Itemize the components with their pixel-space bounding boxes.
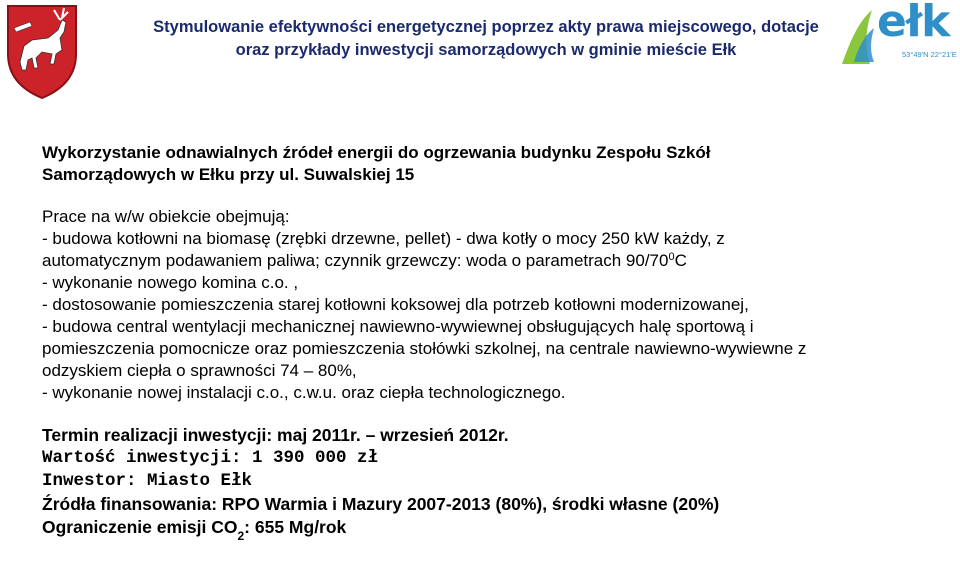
project-heading-line-2: Samorządowych w Ełku przy ul. Suwalskiej 15 [42,165,415,184]
works-item-installation: - wykonanie nowej instalacji c.o., c.w.u. oraz ciepła technologicznego. [42,383,566,402]
emission-label: Ograniczenie emisji CO [42,517,238,537]
works-item-ventilation: - budowa central wentylacji mechanicznej nawiewno-wywiewnej obsługujących halę sportową i [42,317,754,336]
works-item-boiler-cont [42,250,942,272]
project-heading [42,142,942,186]
presentation-header-title [96,16,876,62]
elk-logo-coordinates: 53°49'N 22°21'E [902,50,957,59]
works-item-adaptation: - dostosowanie pomieszczenia starej kotłowni koksowej dla potrzeb kotłowni modernizowanej, [42,295,749,314]
coat-of-arms-logo [2,2,82,100]
emission-value: : 655 Mg/rok [244,517,347,537]
works-item-ventilation-cont-1: pomieszczenia pomocnicze oraz pomieszczenia stołówki szkolnej, na centrale nawiewno-wywiewne z [42,339,807,358]
celsius-unit: C [674,251,687,270]
header-title-line-2: oraz przykłady inwestycji samorządowych w gminie mieście Ełk [235,41,737,59]
project-facts [42,424,942,543]
elk-logo-wordmark: ełk [877,0,950,47]
fact-schedule: Termin realizacji inwestycji: maj 2011r. – wrzesień 2012r. [42,425,509,445]
header-title-line-1: Stymulowanie efektywności energetycznej poprzez akty prawa miejscowego, dotacje [153,18,819,36]
co2-subscript: 2 [237,529,245,543]
works-description [42,206,942,404]
works-intro: Prace na w/w obiekcie obejmują: [42,207,290,226]
degree-superscript: 0 [668,251,675,263]
fact-emission-reduction [42,516,942,543]
works-item-chimney: - wykonanie nowego komina c.o. , [42,273,299,292]
fact-funding: Źródła finansowania: RPO Warmia i Mazury 2007-2013 (80%), środki własne (20%) [42,494,720,514]
works-item-ventilation-cont-2: odzyskiem ciepła o sprawności 74 – 80%, [42,361,357,380]
slide-content [42,142,942,543]
boiler-params-text: automatycznym podawaniem paliwa; czynnik grzewczy: woda o parametrach 90/70 [42,251,669,270]
fact-investor: Inwestor: Miasto Ełk [42,471,253,491]
project-heading-line-1: Wykorzystanie odnawialnych źródeł energii do ogrzewania budynku Zespołu Szkół [42,143,711,162]
fact-value: Wartość inwestycji: 1 390 000 zł [42,448,379,468]
works-item-boiler: - budowa kotłowni na biomasę (zrębki drzewne, pellet) - dwa kotły o mocy 250 kW każdy, z [42,229,725,248]
